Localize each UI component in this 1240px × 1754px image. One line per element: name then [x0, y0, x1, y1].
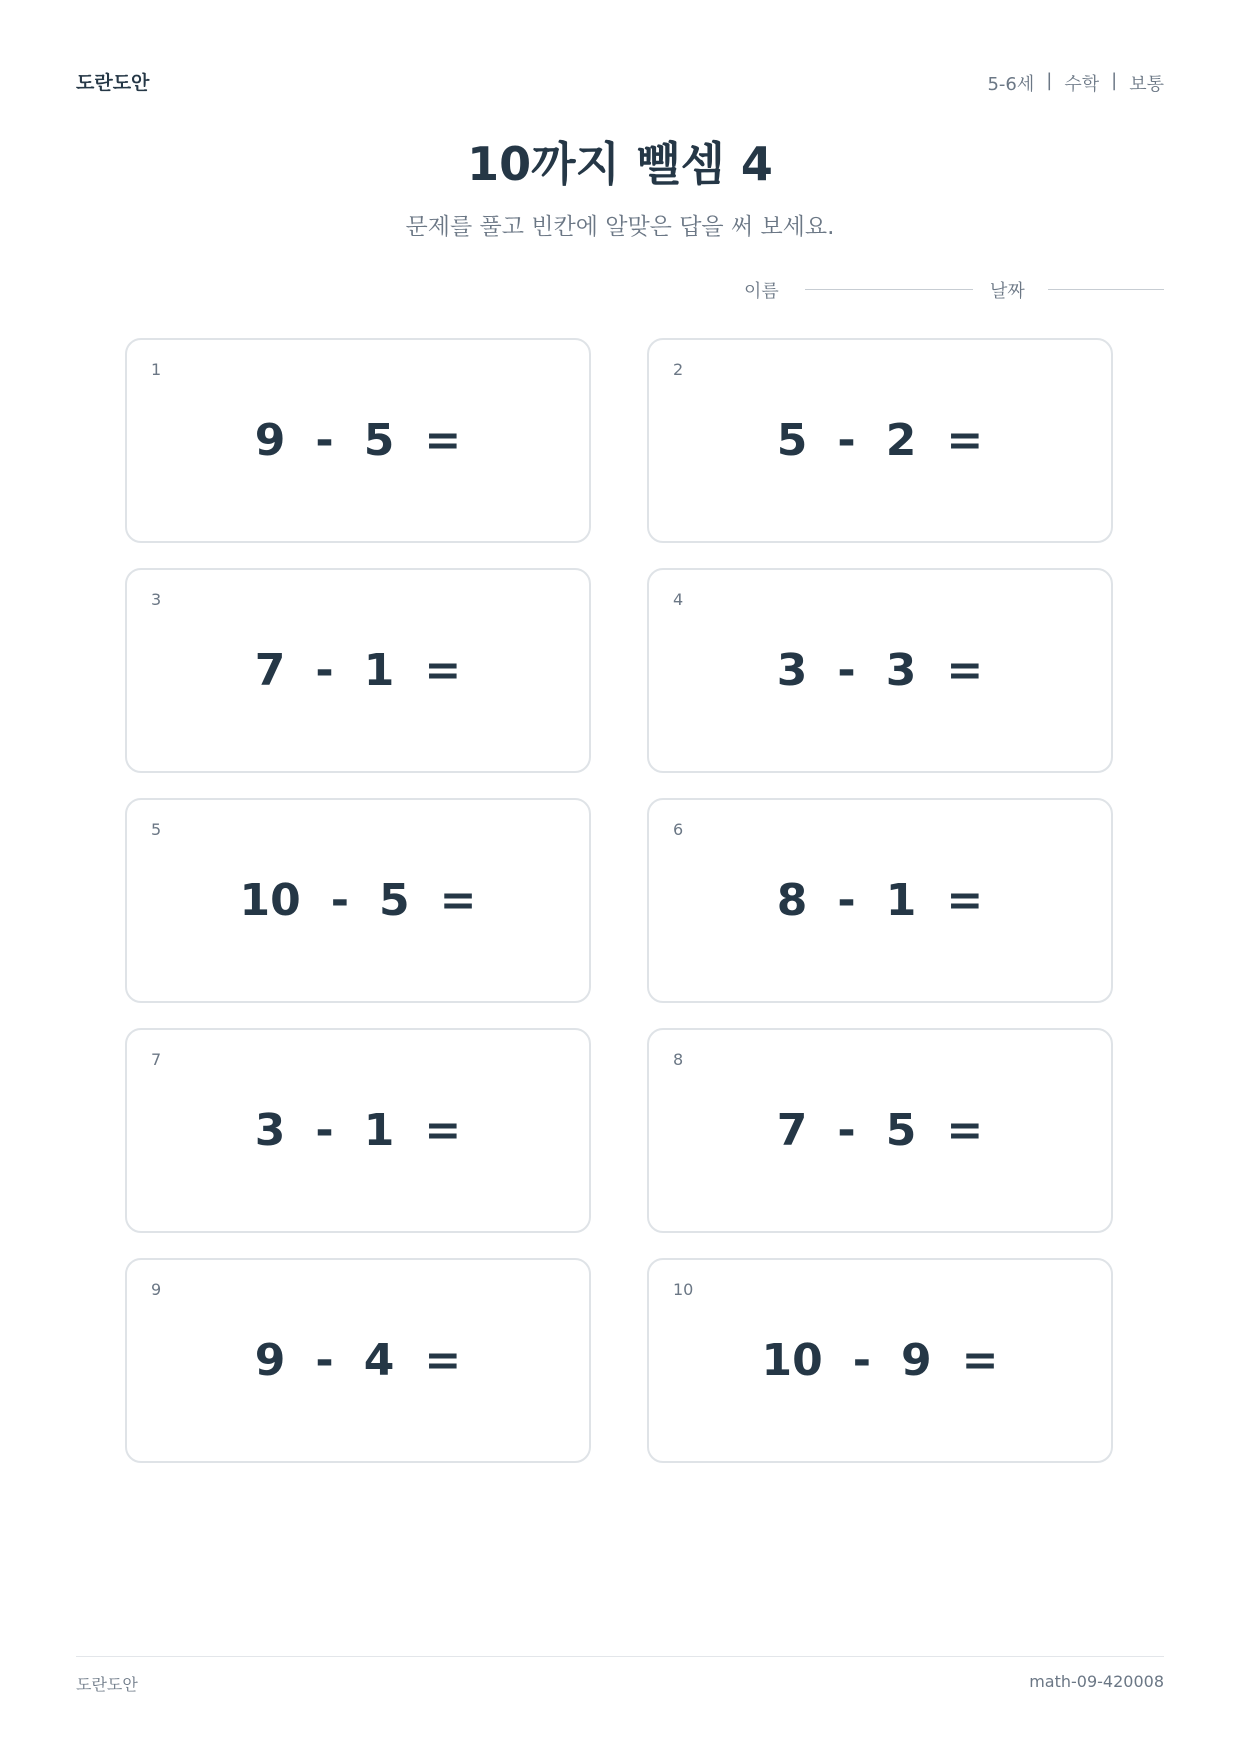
date-field[interactable] — [1048, 289, 1164, 290]
name-label: 이름 — [744, 281, 779, 302]
operand-a: 5 — [776, 414, 808, 466]
problem-card — [647, 1028, 1113, 1233]
operand-a: 9 — [254, 1334, 286, 1386]
operand-a: 7 — [254, 644, 286, 696]
problem-number: 7 — [151, 1050, 162, 1069]
problem-card — [125, 338, 591, 543]
operand-b: 5 — [363, 414, 395, 466]
difficulty-level: 보통 — [1129, 74, 1164, 95]
operand-b: 4 — [363, 1334, 395, 1386]
equals-sign: = — [961, 1334, 999, 1386]
problem-expression — [649, 872, 1111, 928]
equals-sign: = — [946, 1104, 984, 1156]
operand-a: 9 — [254, 414, 286, 466]
page-header — [76, 62, 1164, 98]
problem-card — [647, 1258, 1113, 1463]
footer-divider — [76, 1656, 1164, 1657]
date-label: 날짜 — [990, 281, 1025, 302]
equals-sign: = — [424, 1334, 462, 1386]
minus-sign: - — [837, 1104, 856, 1156]
operand-b: 1 — [885, 874, 917, 926]
operand-a: 3 — [254, 1104, 286, 1156]
problem-expression — [649, 1332, 1111, 1388]
problem-expression — [127, 412, 589, 468]
minus-sign: - — [837, 414, 856, 466]
problem-expression — [127, 872, 589, 928]
equals-sign: = — [946, 414, 984, 466]
meta-separator: | — [1111, 70, 1118, 91]
operand-b: 5 — [379, 874, 410, 926]
operand-b: 5 — [885, 1104, 917, 1156]
problem-card — [647, 568, 1113, 773]
problem-number: 6 — [673, 820, 684, 839]
operand-a: 10 — [239, 874, 301, 926]
problem-number: 3 — [151, 590, 162, 609]
problem-number: 2 — [673, 360, 684, 379]
equals-sign: = — [946, 874, 984, 926]
page-title: 10까지 뺄셈 4 — [467, 137, 773, 191]
worksheet-code: math-09-420008 — [1029, 1672, 1164, 1691]
operand-b: 9 — [901, 1334, 932, 1386]
operand-b: 1 — [363, 1104, 395, 1156]
minus-sign: - — [315, 414, 334, 466]
problem-card — [125, 568, 591, 773]
problem-card — [647, 798, 1113, 1003]
minus-sign: - — [330, 874, 349, 926]
name-field[interactable] — [805, 289, 973, 290]
problem-expression — [127, 642, 589, 698]
problem-expression — [649, 412, 1111, 468]
problem-number: 1 — [151, 360, 162, 379]
problem-card — [647, 338, 1113, 543]
problem-card — [125, 1028, 591, 1233]
problem-expression — [127, 1102, 589, 1158]
equals-sign: = — [946, 644, 984, 696]
worksheet-meta — [987, 70, 1164, 96]
operand-b: 2 — [885, 414, 917, 466]
equals-sign: = — [424, 644, 462, 696]
operand-a: 7 — [776, 1104, 808, 1156]
operand-b: 1 — [363, 644, 395, 696]
minus-sign: - — [837, 874, 856, 926]
name-date-fields — [744, 277, 1164, 307]
problem-number: 10 — [673, 1280, 694, 1299]
age-range: 5-6세 — [987, 74, 1035, 95]
equals-sign: = — [424, 414, 462, 466]
operand-a: 8 — [776, 874, 808, 926]
operand-a: 3 — [776, 644, 808, 696]
brand-name: 도란도안 — [76, 72, 150, 94]
problem-number: 4 — [673, 590, 684, 609]
operand-a: 10 — [761, 1334, 823, 1386]
operand-b: 3 — [885, 644, 917, 696]
minus-sign: - — [315, 1334, 334, 1386]
problem-expression — [127, 1332, 589, 1388]
minus-sign: - — [837, 644, 856, 696]
problem-number: 9 — [151, 1280, 162, 1299]
instructions: 문제를 풀고 빈칸에 알맞은 답을 써 보세요. — [405, 214, 835, 240]
minus-sign: - — [315, 1104, 334, 1156]
problem-expression — [649, 1102, 1111, 1158]
equals-sign: = — [439, 874, 477, 926]
equals-sign: = — [424, 1104, 462, 1156]
subject: 수학 — [1064, 74, 1100, 95]
problem-card — [125, 798, 591, 1003]
minus-sign: - — [852, 1334, 871, 1386]
footer-brand: 도란도안 — [76, 1675, 138, 1694]
problem-number: 5 — [151, 820, 162, 839]
problem-card — [125, 1258, 591, 1463]
minus-sign: - — [315, 644, 334, 696]
meta-separator: | — [1046, 70, 1053, 91]
problem-number: 8 — [673, 1050, 684, 1069]
problem-expression — [649, 642, 1111, 698]
